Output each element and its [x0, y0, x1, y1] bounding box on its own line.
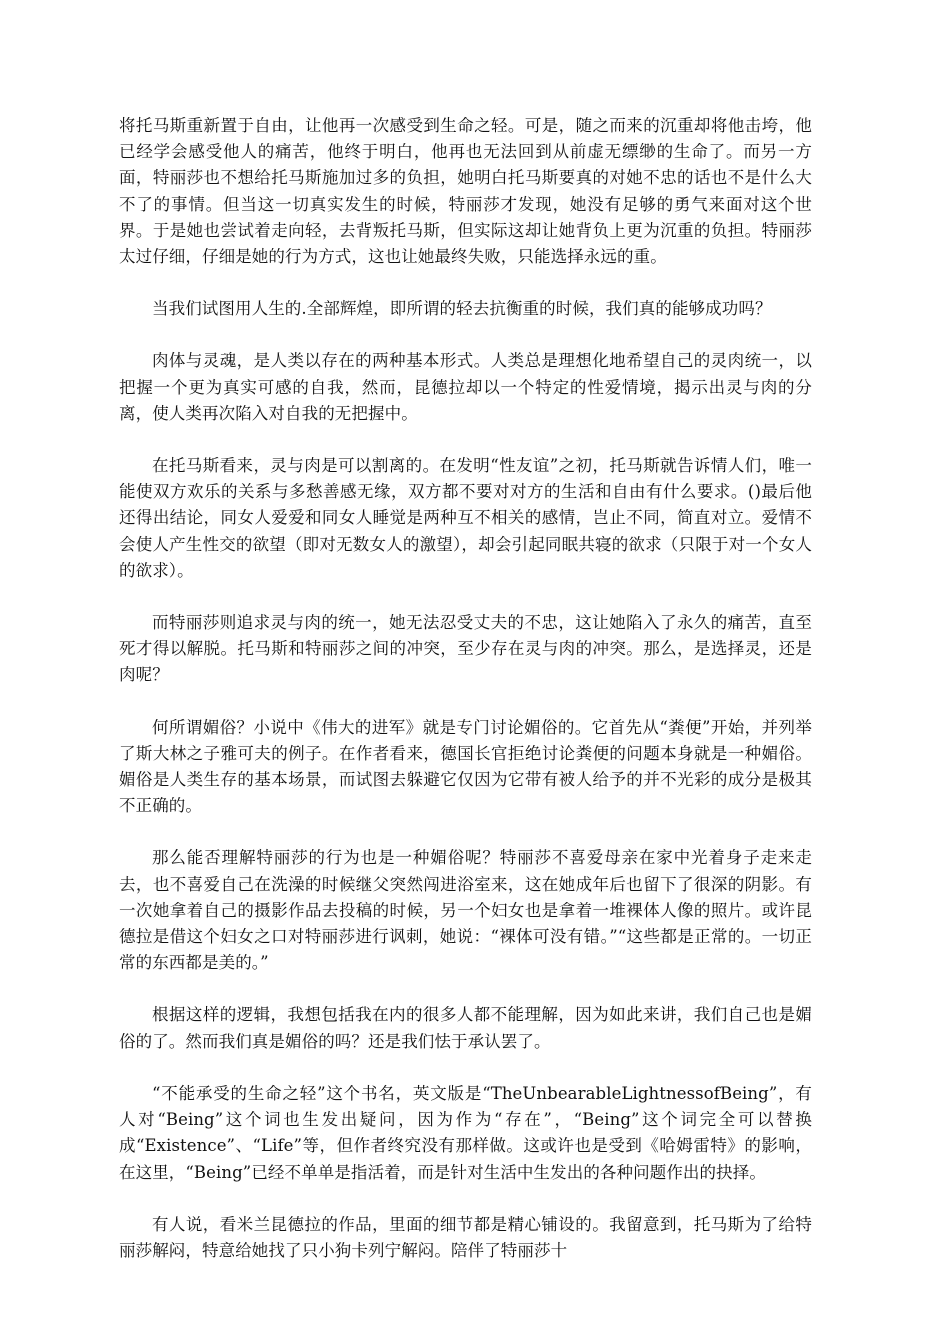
paragraph-2: 当我们试图用人生的.全部辉煌，即所谓的轻去抗衡重的时候，我们真的能够成功吗？ [152, 299, 772, 319]
paragraph-4: 在托马斯看来，灵与肉是可以割离的。在发明“性友谊”之初，托马斯就告诉情人们，唯一能使双方欢乐的关系与多愁善感无缘，双方都不要对对方的生活和自由有什么要求。()最后他还得出结论，同女人爱爱和同女人睡觉是两种互不相关的感情，岂止不同，简直对立。爱情不会使人产生性交的欲望（即对无数女人的激望），却会引起同眠共寝的欲求（只限于对一个女人的欲求）。 [119, 456, 812, 580]
paragraph-1: 将托马斯重新置于自由，让他再一次感受到生命之轻。可是，随之而来的沉重却将他击垮，他已经学会感受他人的痛苦，他终于明白，他再也无法回到从前虚无缥缈的生命了。而另一方面，特丽莎也不想给托马斯施加过多的负担，她明白托马斯要真的对她不忠的话也不是什么大不了的事情。但当这一切真实发生的时候，特丽莎才发现，她没有足够的勇气来面对这个世界。于是她也尝试着走向轻，去背叛托马斯，但实际这却让她背负上更为沉重的负担。特丽莎太过仔细，仔细是她的行为方式，这也让她最终失败，只能选择永远的重。 [119, 116, 812, 267]
paragraph-8: 根据这样的逻辑，我想包括我在内的很多人都不能理解，因为如此来讲，我们自己也是媚俗的了。然而我们真是媚俗的吗？还是我们怯于承认罢了。 [119, 1005, 812, 1051]
paragraph-7: 那么能否理解特丽莎的行为也是一种媚俗呢？特丽莎不喜爱母亲在家中光着身子走来走去，也不喜爱自己在洗澡的时候继父突然闯进浴室来，这在她成年后也留下了很深的阴影。有一次她拿着自己的摄影作品去投稿的时候，另一个妇女也是拿着一堆裸体人像的照片。或许昆德拉是借这个妇女之口对特丽莎进行讽刺，她说：“裸体可没有错。”“这些都是正常的。一切正常的东西都是美的。” [119, 848, 812, 973]
paragraph-3: 肉体与灵魂，是人类以存在的两种基本形式。人类总是理想化地希望自己的灵肉统一，以把握一个更为真实可感的自我，然而，昆德拉却以一个特定的性爱情境，揭示出灵与肉的分离，使人类再次陷入对自我的无把握中。 [119, 351, 812, 423]
paragraph-5: 而特丽莎则追求灵与肉的统一，她无法忍受丈夫的不忠，这让她陷入了永久的痛苦，直至死才得以解脱。托马斯和特丽莎之间的冲突，至少存在灵与肉的冲突。那么，是选择灵，还是肉呢？ [119, 613, 812, 685]
paragraph-6: 何所谓媚俗？小说中《伟大的进军》就是专门讨论媚俗的。它首先从“粪便”开始，并列举了斯大林之子雅可夫的例子。在作者看来，德国长官拒绝讨论粪便的问题本身就是一种媚俗。媚俗是人类生存的基本场景，而试图去躲避它仅因为它带有被人给予的并不光彩的成分是极其不正确的。 [119, 717, 812, 816]
document-body [119, 113, 812, 1290]
paragraph-9: “不能承受的生命之轻”这个书名，英文版是“TheUnbearableLightnessofBeing”，有人对“Being”这个词也生发出疑问，因为作为“存在”，“Being”这个词完全可以替换成“Existence”、“Life”等，但作者终究没有那样做。这或许也是受到《哈姆雷特》的影响，在这里，“Being”已经不单单是指活着，而是针对生活中生发出的各种问题作出的抉择。 [119, 1083, 812, 1182]
paragraph-10: 有人说，看米兰昆德拉的作品，里面的细节都是精心铺设的。我留意到，托马斯为了给特丽莎解闷，特意给她找了只小狗卡列宁解闷。陪伴了特丽莎十 [119, 1214, 812, 1260]
